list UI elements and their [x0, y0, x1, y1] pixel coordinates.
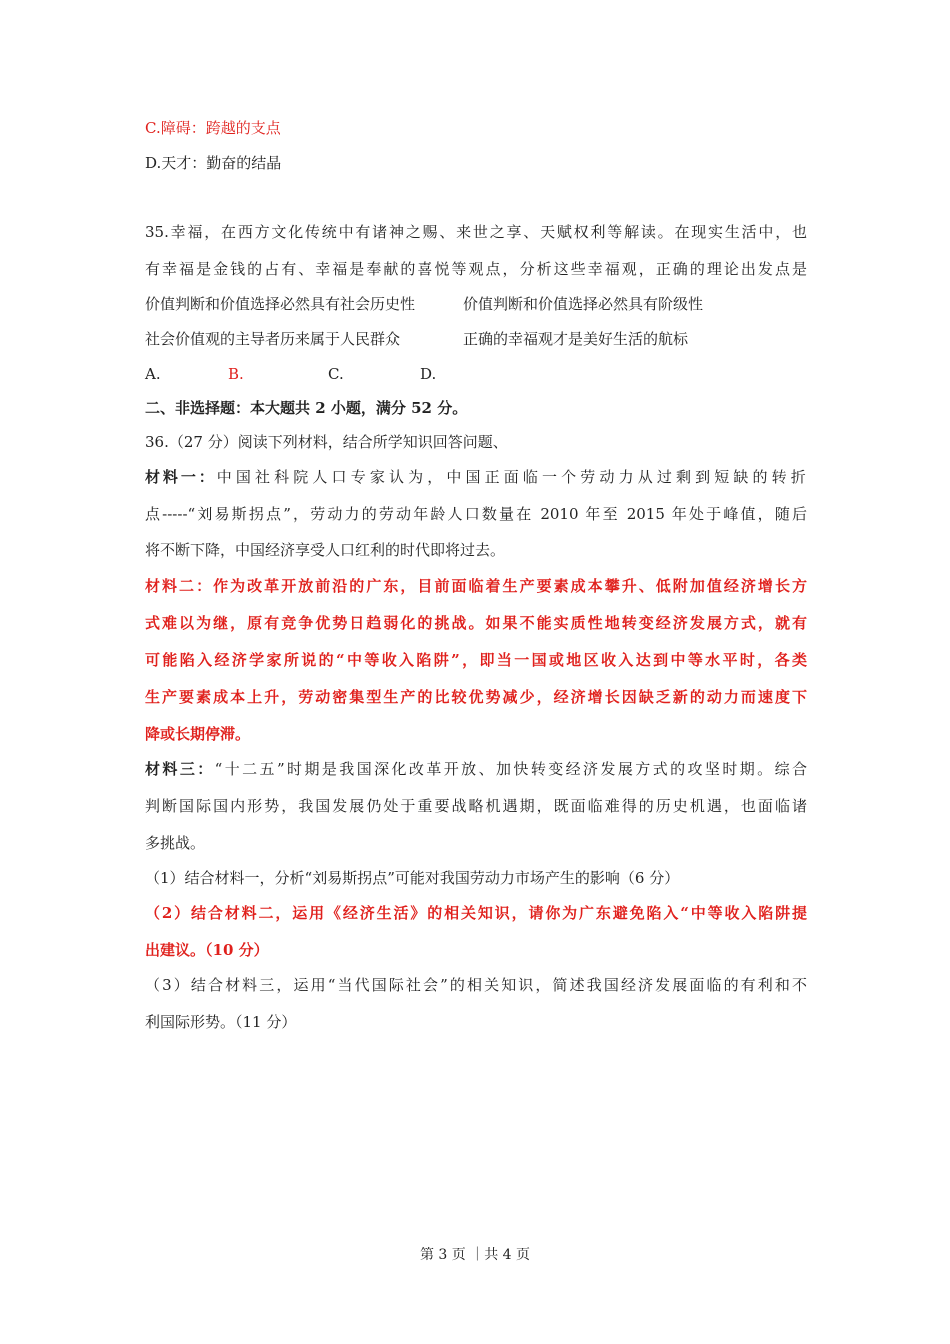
material3-line1: [145, 758, 807, 780]
material2-line3: 可能陷入经济学家所说的“中等收入陷阱”，即当一国或地区收入达到中等水平时，各类: [145, 651, 807, 669]
q35-item1: 价值判断和价值选择必然具有社会历史性: [145, 295, 416, 313]
material1-label: 材料一：: [145, 468, 217, 486]
material1-line1: [145, 466, 807, 488]
material2-line4: 生产要素成本上升，劳动密集型生产的比较优势减少，经济增长因缺乏新的动力而速度下: [145, 688, 807, 706]
material1-line2: 点-----“刘易斯拐点”，劳动力的劳动年龄人口数量在 2010 年至 2015 年处于峰值，随后: [145, 505, 807, 523]
sub-question-1: （1）结合材料一，分析“刘易斯拐点”可能对我国劳动力市场产生的影响（6 分）: [145, 869, 680, 887]
material2-line5: 降或长期停滞。: [145, 725, 251, 743]
q35-item3: 社会价值观的主导者历来属于人民群众: [145, 330, 401, 348]
option-d: D.天才：勤奋的结晶: [145, 154, 282, 172]
material2-line1: 材料二：作为改革开放前沿的广东，目前面临着生产要素成本攀升、低附加值经济增长方: [145, 577, 807, 595]
choice-d: D.: [420, 365, 437, 383]
choice-c: C.: [328, 365, 344, 383]
q35-item2: 价值判断和价值选择必然具有阶级性: [463, 295, 704, 313]
choice-a: A.: [145, 365, 161, 383]
sub-question-3-line1: （3）结合材料三，运用“当代国际社会”的相关知识，简述我国经济发展面临的有利和不: [145, 976, 807, 994]
q35-items-row1: [145, 293, 807, 315]
sub-question-2-line1: （2）结合材料二，运用《经济生活》的相关知识，请你为广东避免陷入“中等收入陷阱提: [145, 904, 807, 922]
material3-line2: 判断国际国内形势，我国发展仍处于重要战略机遇期，既面临难得的历史机遇，也面临诸: [145, 797, 807, 815]
q36-intro: 36.（27 分）阅读下列材料，结合所学知识回答问题、: [145, 433, 508, 451]
section2-heading: 二、非选择题：本大题共 2 小题，满分 52 分。: [145, 399, 468, 417]
sub-question-3-line2: 利国际形势。（11 分）: [145, 1013, 297, 1031]
choice-b: B.: [228, 365, 244, 383]
q35-stem-line2: 有幸福是金钱的占有、幸福是奉献的喜悦等观点，分析这些幸福观，正确的理论出发点是: [145, 260, 807, 278]
material1-line3: 将不断下降，中国经济享受人口红利的时代即将过去。: [145, 541, 506, 559]
material2-line2: 式难以为继，原有竞争优势日趋弱化的挑战。如果不能实质性地转变经济发展方式，就有: [145, 614, 807, 632]
material1-text: 中国社科院人口专家认为，中国正面临一个劳动力从过剩到短缺的转折: [216, 468, 807, 486]
q35-choices: [145, 363, 807, 385]
material3-line3: 多挑战。: [145, 834, 206, 852]
q35-items-row2: [145, 328, 807, 350]
option-c: C.障碍：跨越的支点: [145, 119, 281, 137]
material3-text: “十二五”时期是我国深化改革开放、加快转变经济发展方式的攻坚时期。综合: [214, 760, 807, 778]
q35-item4: 正确的幸福观才是美好生活的航标: [463, 330, 689, 348]
page-footer: 第 3 页 ｜共 4 页: [419, 1247, 531, 1263]
material3-label: 材料三：: [145, 760, 215, 778]
q35-stem-line1: 35.幸福，在西方文化传统中有诸神之赐、来世之享、天赋权利等解读。在现实生活中，也: [145, 223, 807, 241]
sub-question-2-line2: 出建议。（10 分）: [145, 941, 269, 959]
